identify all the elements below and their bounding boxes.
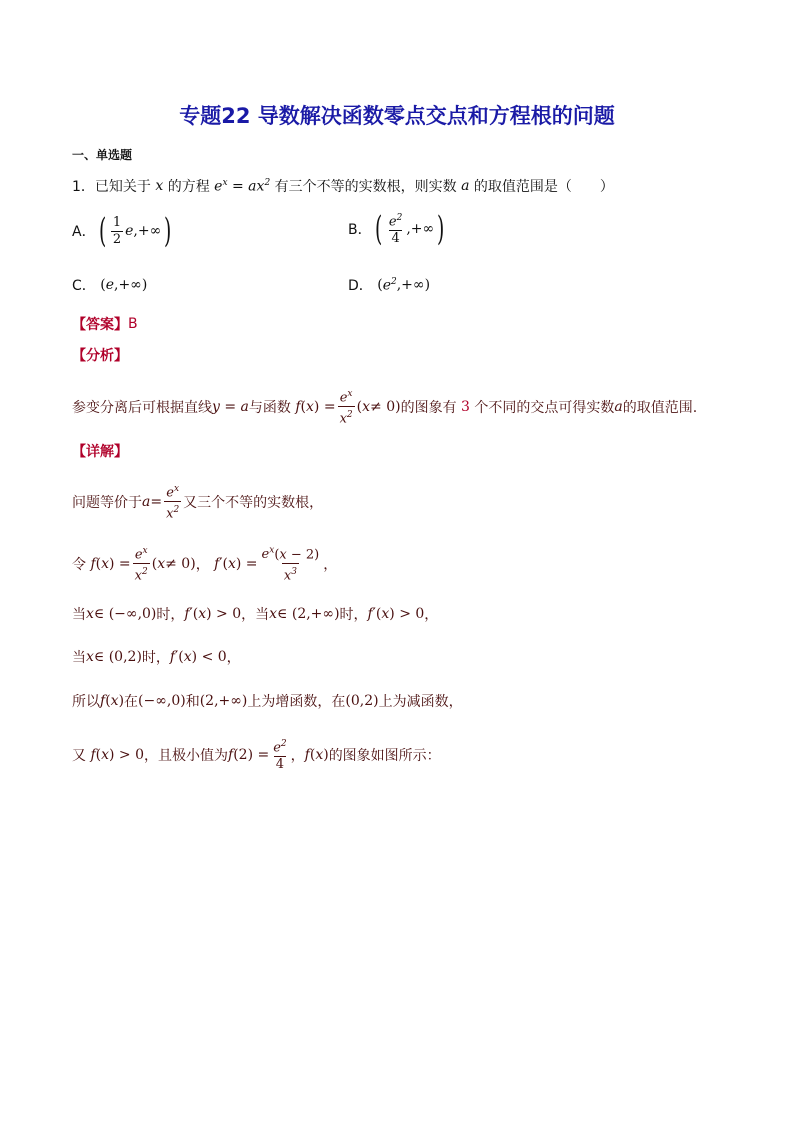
detail-line-1: 问题等价于 a = $\frac{e^x}{x^2}$ 又三个不等的实数根， [72,484,324,522]
option-d: D． ( $e^2$ ,+∞) [348,276,431,294]
detail-line-4: 当 x ∈ (0,2) 时， f ′( x ) < 0 ， [72,649,241,666]
analysis-heading: 【分析】 [72,348,128,364]
detail-line-2: 令 f ( x ) = $\frac{e^x}{x^2}$ ( x ≠ 0) ， f ′( x ) = $\frac{e^x(x - 2)}{x^3}$ ， [72,546,338,584]
answer-line [72,314,138,334]
section-heading: 一、单选题 [72,148,133,162]
question-number: 1． [72,179,95,195]
detail-line-5: 所以 f ( x ) 在 (−∞,0) 和 (2,+∞) 上为增函数，在 (0,2) 上为减函数， [72,693,463,710]
detail-heading: 【详解】 [72,444,128,460]
option-b: B． ( $\frac{e^2}{4}$ ,+∞ ) [348,208,445,249]
detail-line-3: 当 x ∈ (−∞,0) 时， f ′( x ) > 0 ，当 x ∈ (2,+∞) 时， f ′( x ) > 0 ， [72,606,439,623]
question-stem: 1． 已知关于 x 的方程 $e^x = ax^2$ 有三个不等的实数根，则实数 a 的取值范围是（ ） [72,177,614,195]
answer-value: B [128,316,138,332]
page-title: 专题22 导数解决函数零点交点和方程根的问题 [179,104,615,128]
option-c: C． ( e ,+∞) [72,277,148,294]
detail-line-6: 又 f ( x ) > 0 ，且极小值为 f (2) = $\frac{e^2}{4}$ ， f ( x ) 的图象如图所示： [72,739,441,773]
analysis-text: 参变分离后可根据直线 y = a 与函数 f ( x ) = $\frac{e^x}{x^2}$ ( x ≠ 0) 的图象有 3 个不同的交点可得实数 a 的取值范围. [72,389,698,427]
option-a: A． ( $\frac{1}{2}$ e ,+∞ ) [72,211,172,251]
answer-label: 【答案】 [72,317,128,333]
